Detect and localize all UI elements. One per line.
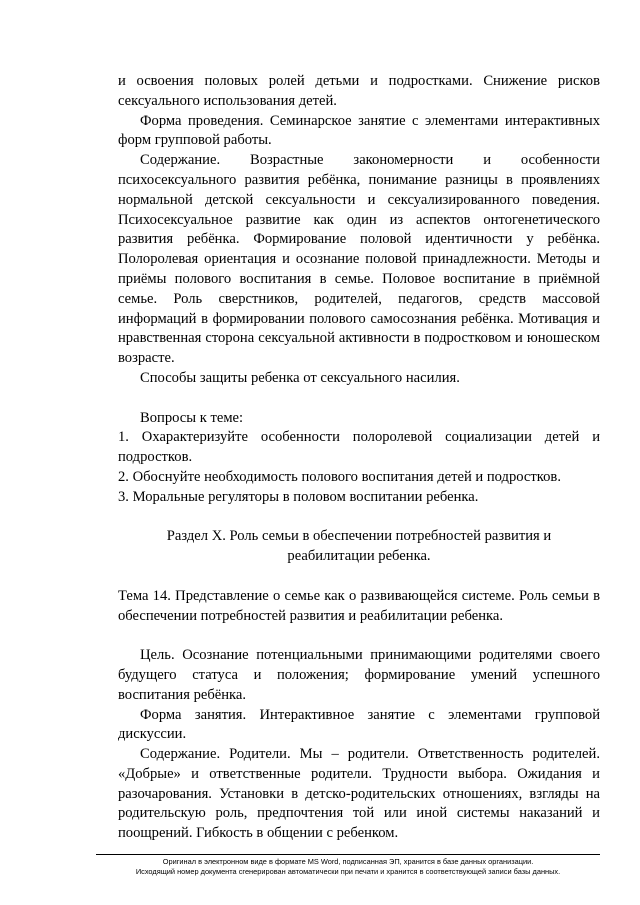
- question-item-1: 1. Охарактеризуйте особенности полоролевой социализации детей и подростков.: [118, 429, 600, 466]
- spacer: [118, 626, 600, 646]
- footer-note-number: Исходящий номер документа сгенерирован автоматически при печати и хранится в соответствующей записи базы данных.: [135, 867, 561, 876]
- topic-title: Тема 14. Представление о семье как о развивающейся системе. Роль семьи в обеспечении потребностей развития и реабилитации ребенка.: [118, 587, 600, 624]
- spacer: [118, 567, 600, 587]
- footer-note-original: Оригинал в электронном виде в формате MS Word, подписанная ЭП, хранится в базе данных организации.: [162, 857, 534, 866]
- paragraph-lesson-form: Форма занятия. Интерактивное занятие с элементами групповой дискуссии.: [118, 706, 600, 743]
- spacer: [118, 389, 600, 409]
- paragraph-intro-continuation: и освоения половых ролей детьми и подростками. Снижение рисков сексуального использования детей.: [118, 73, 600, 109]
- paragraph-lesson-content: Содержание. Родители. Мы – родители. Ответственность родителей. «Добрые» и ответственные родители. Трудности выбора. Ожидания и разочарования. Установки в детско-родительских отношениях, взгляды на родительскую роль, предпочтения той или иной системы наказаний и поощрений. Гибкость в общении с ребенком.: [118, 746, 600, 842]
- spacer: [118, 508, 600, 528]
- paragraph-protection: Способы защиты ребенка от сексуального насилия.: [140, 369, 460, 386]
- questions-heading: Вопросы к теме:: [140, 409, 244, 426]
- question-item-3: 3. Моральные регуляторы в половом воспитании ребенка.: [118, 488, 479, 505]
- paragraph-goal: Цель. Осознание потенциальными принимающими родителями своего будущего статуса и положения; формирование умений успешного воспитания ребёнка.: [118, 647, 600, 703]
- paragraph-content: Содержание. Возрастные закономерности и особенности психосексуального развития ребёнка, понимание разницы в проявлениях нормальной детской сексуальности и сексуализированного поведения. Психосексуальное развитие как один из аспектов онтогенетического развития ребёнка. Формирование половой идентичности у ребёнка. Полоролевая ориентация и осознание половой принадлежности. Методы и приёмы полового воспитания в семье. Половое воспитание в приёмной семье. Роль сверстников, родителей, педагогов, средств массовой информаций в формировании полового самосознания ребёнка. Мотивация и нравственная сторона сексуальной активности в подростковом и юношеском возрасте.: [118, 152, 600, 367]
- footer-divider: [96, 854, 600, 855]
- paragraph-form: Форма проведения. Семинарское занятие с элементами интерактивных форм групповой работы.: [118, 112, 600, 149]
- section-title-line-1: Раздел X. Роль семьи в обеспечении потребностей развития и: [166, 528, 552, 545]
- question-item-2: 2. Обоснуйте необходимость полового воспитания детей и подростков.: [118, 468, 561, 485]
- document-page: [118, 72, 600, 844]
- section-title-line-2: реабилитации ребенка.: [287, 548, 431, 565]
